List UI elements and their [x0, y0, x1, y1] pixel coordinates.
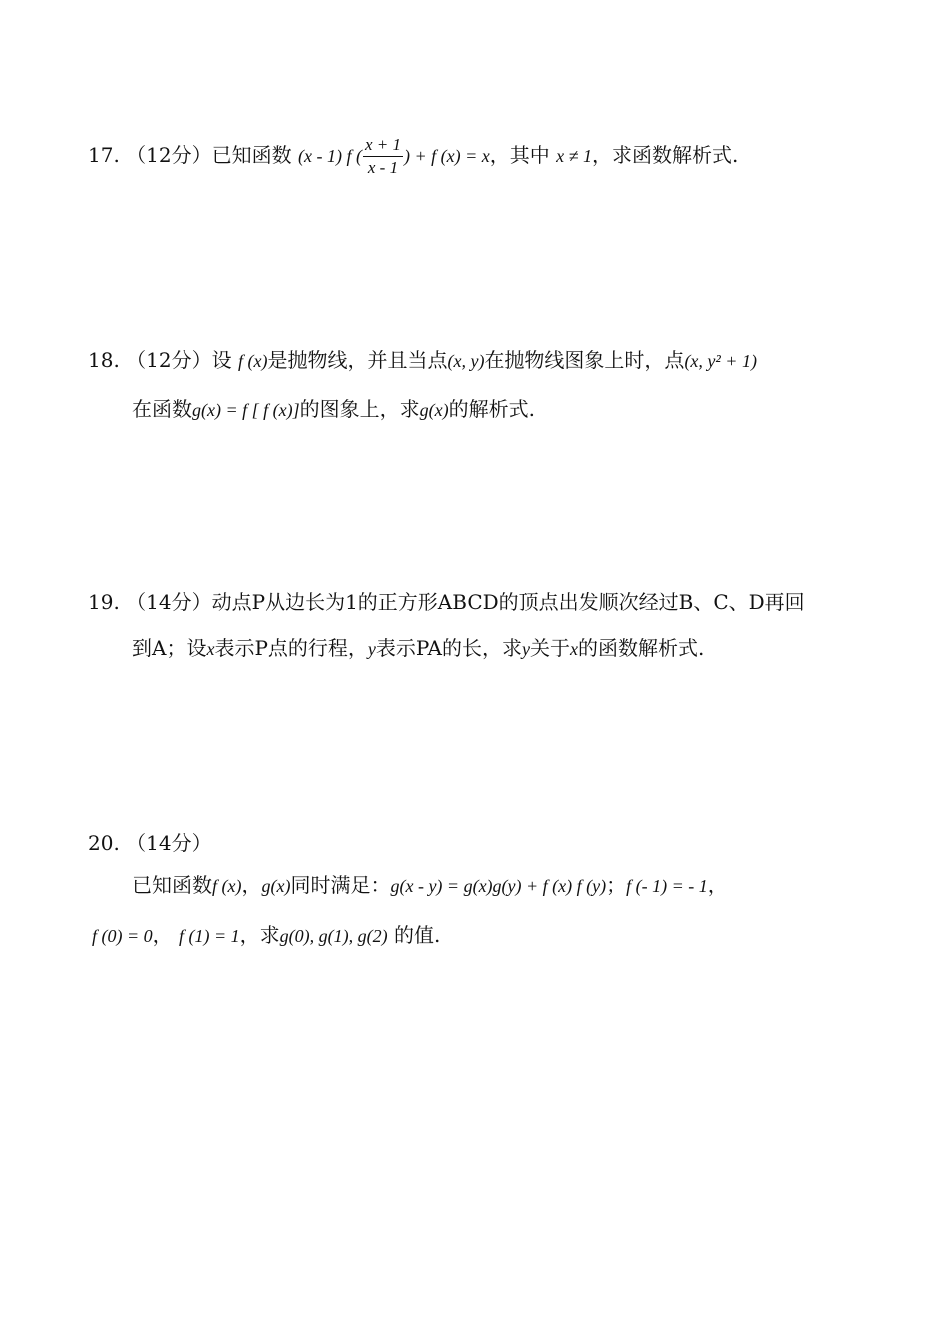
problem-20-math-g: g(0), g(1), g(2) [279, 926, 388, 946]
problem-20-math-e: f (0) = 0 [92, 926, 153, 946]
problem-19-line-1-text: （14分）动点P从边长为1的正方形ABCD的顶点出发顺次经过B、C、D再回 [126, 590, 805, 614]
problem-20-math-c: g(x - y) = g(x)g(y) + f (x) f (y) [390, 876, 607, 896]
fraction-denominator: x - 1 [367, 158, 399, 177]
problem-17-math-b: ) + f (x) = x [403, 146, 490, 166]
problem-20-line-3 [92, 921, 440, 950]
problem-20-score: （14分） [126, 831, 212, 855]
problem-17-fraction [363, 134, 403, 179]
problem-19-text-e: 的函数解析式. [578, 636, 705, 660]
problem-19-text-b: 表示P点的行程， [214, 636, 368, 660]
problem-20-line-1 [88, 829, 212, 857]
problem-20-sep-c: ， [707, 873, 728, 897]
problem-19-text-c: 表示PA的长，求 [375, 636, 522, 660]
problem-18-text-f: 的解析式. [448, 397, 535, 421]
problem-20-math-a: f (x) [212, 876, 242, 896]
problem-18-line-1 [88, 346, 757, 375]
problem-20-math-d: f (- 1) = - 1 [626, 876, 708, 896]
problem-20-line-2 [132, 871, 728, 900]
problem-17-number: 17. [88, 143, 120, 167]
problem-19-text-d: 关于 [530, 636, 570, 660]
problem-20-text-a: 已知函数 [132, 873, 212, 897]
problem-18-math-b: (x, y) [447, 351, 485, 371]
problem-18-line-2 [132, 395, 535, 424]
problem-17-text-a: （12分）已知函数 [126, 143, 292, 167]
problem-20-math-f: f (1) = 1 [179, 926, 240, 946]
problem-18-text-d: 在函数 [132, 397, 192, 421]
problem-18-math-d: g(x) = f [ f (x)] [192, 400, 300, 420]
problem-18-text-b: 是抛物线，并且当点 [267, 348, 448, 372]
problem-19-text-a: 到A；设 [132, 636, 207, 660]
problem-17-math-a: (x - 1) f ( [297, 146, 362, 166]
problem-20-sep-b: ； [606, 873, 627, 897]
problem-19-math-a: x [206, 639, 215, 659]
problem-20-math-b: g(x) [261, 876, 291, 896]
problem-20-sep-d: ， [152, 923, 173, 947]
problem-18-text-c: 在抛物线图象上时，点 [484, 348, 685, 372]
fraction-numerator: x + 1 [363, 134, 403, 157]
problem-18-number: 18. [88, 348, 120, 372]
problem-18-text-a: （12分）设 [126, 348, 232, 372]
problem-17-text-b: ，其中 [489, 143, 550, 167]
problem-17-text-c: ，求函数解析式. [591, 143, 739, 167]
problem-18-math-e: g(x) [419, 400, 449, 420]
problem-20-text-c: ，求 [239, 923, 280, 947]
problem-18-math-c: (x, y² + 1) [684, 351, 757, 371]
problem-20-text-b: 同时满足： [290, 873, 391, 897]
problem-19-line-2 [132, 634, 704, 663]
problem-19-line-1 [88, 588, 805, 616]
problem-17-math-c: x ≠ 1 [556, 146, 592, 166]
problem-20-text-d: 的值. [393, 923, 441, 947]
problem-17-line-1 [88, 134, 738, 179]
problem-19-math-c: y [522, 639, 530, 659]
problem-18-math-a: f (x) [237, 351, 268, 371]
problem-19-math-d: x [570, 639, 578, 659]
problem-20-number: 20. [88, 831, 120, 855]
problem-20-sep-a: ， [241, 873, 262, 897]
problem-19-number: 19. [88, 590, 120, 614]
problem-19-math-b: y [367, 639, 376, 659]
problem-18-text-e: 的图象上，求 [299, 397, 420, 421]
